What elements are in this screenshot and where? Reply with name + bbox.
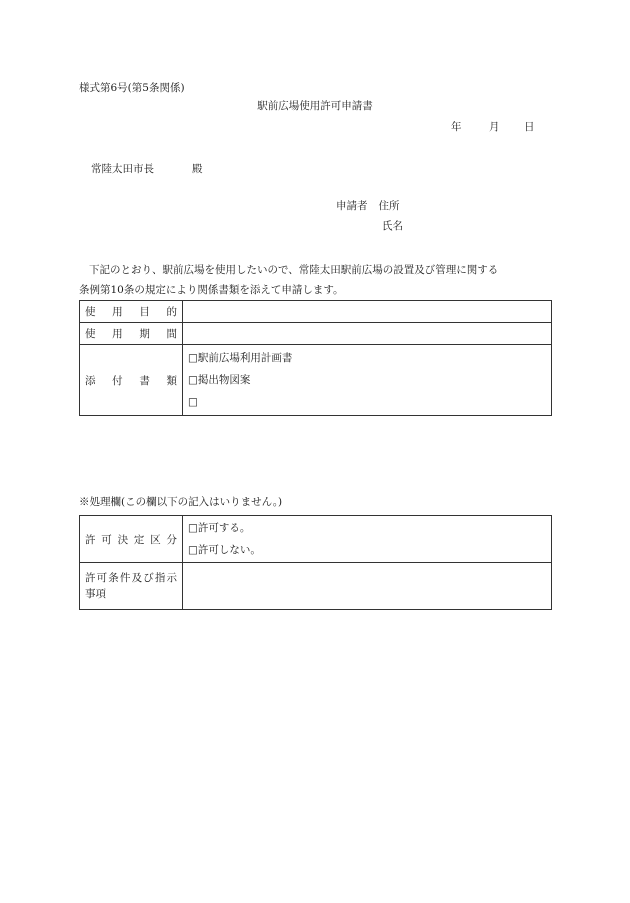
date-line [451, 120, 535, 134]
applicant-address-label: 住所 [378, 200, 400, 212]
conditions-field[interactable] [183, 563, 552, 610]
application-statement [79, 260, 554, 300]
attachment-checkbox-design[interactable]: □掲出物図案 [188, 374, 251, 386]
decision-field [183, 516, 552, 563]
addressee-name: 常陸太田市長 [91, 163, 154, 175]
form-number: 様式第6号(第5条関係) [79, 82, 185, 94]
period-label: 使用期間 [80, 323, 183, 345]
applicant-name-row [382, 219, 403, 233]
addressee-honorific: 殿 [192, 163, 203, 175]
purpose-field[interactable] [183, 301, 552, 323]
table-row-purpose [80, 301, 552, 323]
application-table [79, 300, 552, 416]
table-row-decision [80, 516, 552, 563]
table-row-period [80, 323, 552, 345]
processing-table [79, 515, 552, 610]
applicant-name-label: 氏名 [382, 220, 403, 232]
attachments-label: 添付書類 [80, 345, 183, 416]
document-title: 駅前広場使用許可申請書 [257, 100, 373, 112]
applicant-label: 申請者 [336, 200, 368, 212]
processing-section-note: ※処理欄(この欄以下の記入はいりません。) [79, 496, 283, 508]
decision-checkbox-approve[interactable]: □許可する。 [188, 522, 251, 534]
purpose-label: 使用目的 [80, 301, 183, 323]
decision-label: 許可決定区分 [80, 516, 183, 563]
table-row-attachments [80, 345, 552, 416]
attachments-field [183, 345, 552, 416]
conditions-label: 許可条件及び指示事項 [80, 563, 183, 610]
period-field[interactable] [183, 323, 552, 345]
date-month-label: 月 [489, 121, 500, 133]
table-row-conditions [80, 563, 552, 610]
date-day-label: 日 [524, 121, 535, 133]
attachment-checkbox-plan[interactable]: □駅前広場利用計画書 [188, 352, 293, 364]
statement-line-2: 条例第10条の規定により関係書類を添えて申請します。 [79, 284, 344, 296]
attachment-checkbox-other[interactable]: □ [188, 396, 198, 408]
decision-checkbox-deny[interactable]: □許可しない。 [188, 544, 261, 556]
statement-line-1: 下記のとおり、駅前広場を使用したいので、常陸太田駅前広場の設置及び管理に関する [89, 264, 499, 276]
date-year-label: 年 [451, 121, 462, 133]
applicant-address-row [336, 199, 400, 213]
addressee [91, 162, 203, 176]
